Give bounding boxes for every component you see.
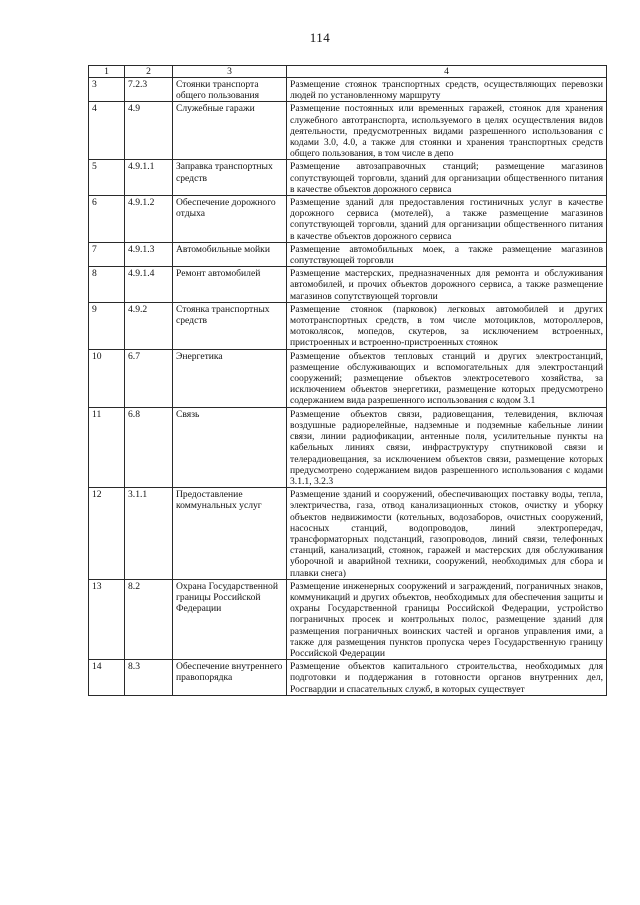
table-row (89, 349, 607, 407)
table-row (89, 267, 607, 303)
row-number-cell: 5 (89, 160, 125, 196)
row-description-cell: Размещение автомобильных моек, а также размещение магазинов сопутствующей торговли (287, 242, 607, 266)
row-code-cell: 8.3 (125, 660, 173, 696)
row-name-cell: Стоянка транспортных средств (173, 302, 287, 349)
table-row (89, 488, 607, 580)
table-header-row (89, 66, 607, 78)
row-code-cell: 4.9.1.4 (125, 267, 173, 303)
table-row (89, 660, 607, 696)
row-number-cell: 8 (89, 267, 125, 303)
row-number-cell: 3 (89, 78, 125, 102)
table-row (89, 102, 607, 160)
row-description-cell: Размещение постоянных или временных гаражей, стоянок для хранения служебного автотранспорта, используемого в целях осуществления видов деятельности, предусмотренных видами разрешенного использования с кодами 3.0, 4.0, а также для стоянки и хранения транспортных средств общего пользования, в том числе в депо (287, 102, 607, 160)
row-name-cell: Автомобильные мойки (173, 242, 287, 266)
row-name-cell: Связь (173, 407, 287, 487)
table-row (89, 78, 607, 102)
row-name-cell: Служебные гаражи (173, 102, 287, 160)
row-number-cell: 7 (89, 242, 125, 266)
row-code-cell: 4.9.1.2 (125, 196, 173, 243)
header-cell: 4 (287, 66, 607, 78)
row-number-cell: 4 (89, 102, 125, 160)
header-cell: 1 (89, 66, 125, 78)
row-description-cell: Размещение автозаправочных станций; размещение магазинов сопутствующей торговли, зданий для организации общественного питания в качестве объектов дорожного сервиса (287, 160, 607, 196)
row-number-cell: 14 (89, 660, 125, 696)
row-description-cell: Размещение объектов тепловых станций и других электростанций, размещение обслуживающих и вспомогательных для электростанций сооружений; размещение объектов электросетевого хозяйства, за исключением объектов энергетики, размещение которых предусмотрено содержанием вида разрешенного использования с кодом 3.1 (287, 349, 607, 407)
table-row (89, 302, 607, 349)
row-number-cell: 10 (89, 349, 125, 407)
table-row (89, 579, 607, 659)
header-cell: 3 (173, 66, 287, 78)
row-description-cell: Размещение зданий и сооружений, обеспечивающих поставку воды, тепла, электричества, газа, отвод канализационных стоков, очистку и уборку объектов недвижимости (котельных, водозаборов, очистных сооружений, насосных станций, водопроводов, линий электропередач, трансформаторных подстанций, газопроводов, линий связи, телефонных станций, канализаций, стоянок, гаражей и мастерских для обслуживания уборочной и аварийной техники, сооружений, необходимых для сбора и плавки снега) (287, 488, 607, 580)
row-code-cell: 6.8 (125, 407, 173, 487)
row-code-cell: 7.2.3 (125, 78, 173, 102)
land-use-table (88, 65, 607, 696)
row-number-cell: 13 (89, 579, 125, 659)
row-name-cell: Обеспечение внутреннего правопорядка (173, 660, 287, 696)
row-description-cell: Размещение мастерских, предназначенных для ремонта и обслуживания автомобилей, и прочих объектов дорожного сервиса, а также размещение магазинов сопутствующей торговли (287, 267, 607, 303)
row-name-cell: Стоянки транспорта общего пользования (173, 78, 287, 102)
row-name-cell: Заправка транспортных средств (173, 160, 287, 196)
row-description-cell: Размещение стоянок транспортных средств, осуществляющих перевозки людей по установленному маршруту (287, 78, 607, 102)
row-number-cell: 9 (89, 302, 125, 349)
page-number: 114 (309, 30, 331, 45)
header-cell: 2 (125, 66, 173, 78)
row-name-cell: Обеспечение дорожного отдыха (173, 196, 287, 243)
row-code-cell: 4.9.2 (125, 302, 173, 349)
row-description-cell: Размещение стоянок (парковок) легковых автомобилей и других мототранспортных средств, в том числе мотоциклов, мотороллеров, мотоколясок, мопедов, скутеров, за исключением встроенных, пристроенных и встроенно-пристроенных стоянок (287, 302, 607, 349)
row-description-cell: Размещение объектов капитального строительства, необходимых для подготовки и поддержания в готовности органов внутренних дел, Росгвардии и спасательных служб, в которых существует (287, 660, 607, 696)
row-name-cell: Охрана Государственной границы Российской Федерации (173, 579, 287, 659)
row-code-cell: 6.7 (125, 349, 173, 407)
table-row (89, 160, 607, 196)
row-code-cell: 4.9 (125, 102, 173, 160)
row-number-cell: 6 (89, 196, 125, 243)
table-row (89, 242, 607, 266)
row-code-cell: 8.2 (125, 579, 173, 659)
row-number-cell: 12 (89, 488, 125, 580)
row-description-cell: Размещение объектов связи, радиовещания, телевидения, включая воздушные радиорелейные, надземные и подземные кабельные линии связи, линии радиофикации, антенные поля, усилительные пункты на кабельных линиях связи, инфраструктуру спутниковой связи и телерадиовещания, за исключением объектов связи, размещение которых предусмотрено содержанием видов разрешенного использования с кодами 3.1.1, 3.2.3 (287, 407, 607, 487)
row-name-cell: Энергетика (173, 349, 287, 407)
row-code-cell: 4.9.1.1 (125, 160, 173, 196)
row-number-cell: 11 (89, 407, 125, 487)
row-code-cell: 4.9.1.3 (125, 242, 173, 266)
row-description-cell: Размещение инженерных сооружений и заграждений, пограничных знаков, коммуникаций и других объектов, необходимых для обеспечения защиты и охраны Государственной границы Российской Федерации, устройство пограничных просек и контрольных полос, размещение зданий для размещения пограничных воинских частей и органов управления ими, а также для размещения пунктов пропуска через Государственную границу Российской Федерации (287, 579, 607, 659)
row-code-cell: 3.1.1 (125, 488, 173, 580)
row-name-cell: Ремонт автомобилей (173, 267, 287, 303)
table-row (89, 196, 607, 243)
table-row (89, 407, 607, 487)
row-name-cell: Предоставление коммунальных услуг (173, 488, 287, 580)
row-description-cell: Размещение зданий для предоставления гостиничных услуг в качестве дорожного сервиса (мотелей), а также размещение магазинов сопутствующей торговли, зданий для организации общественного питания в качестве объектов дорожного сервиса (287, 196, 607, 243)
